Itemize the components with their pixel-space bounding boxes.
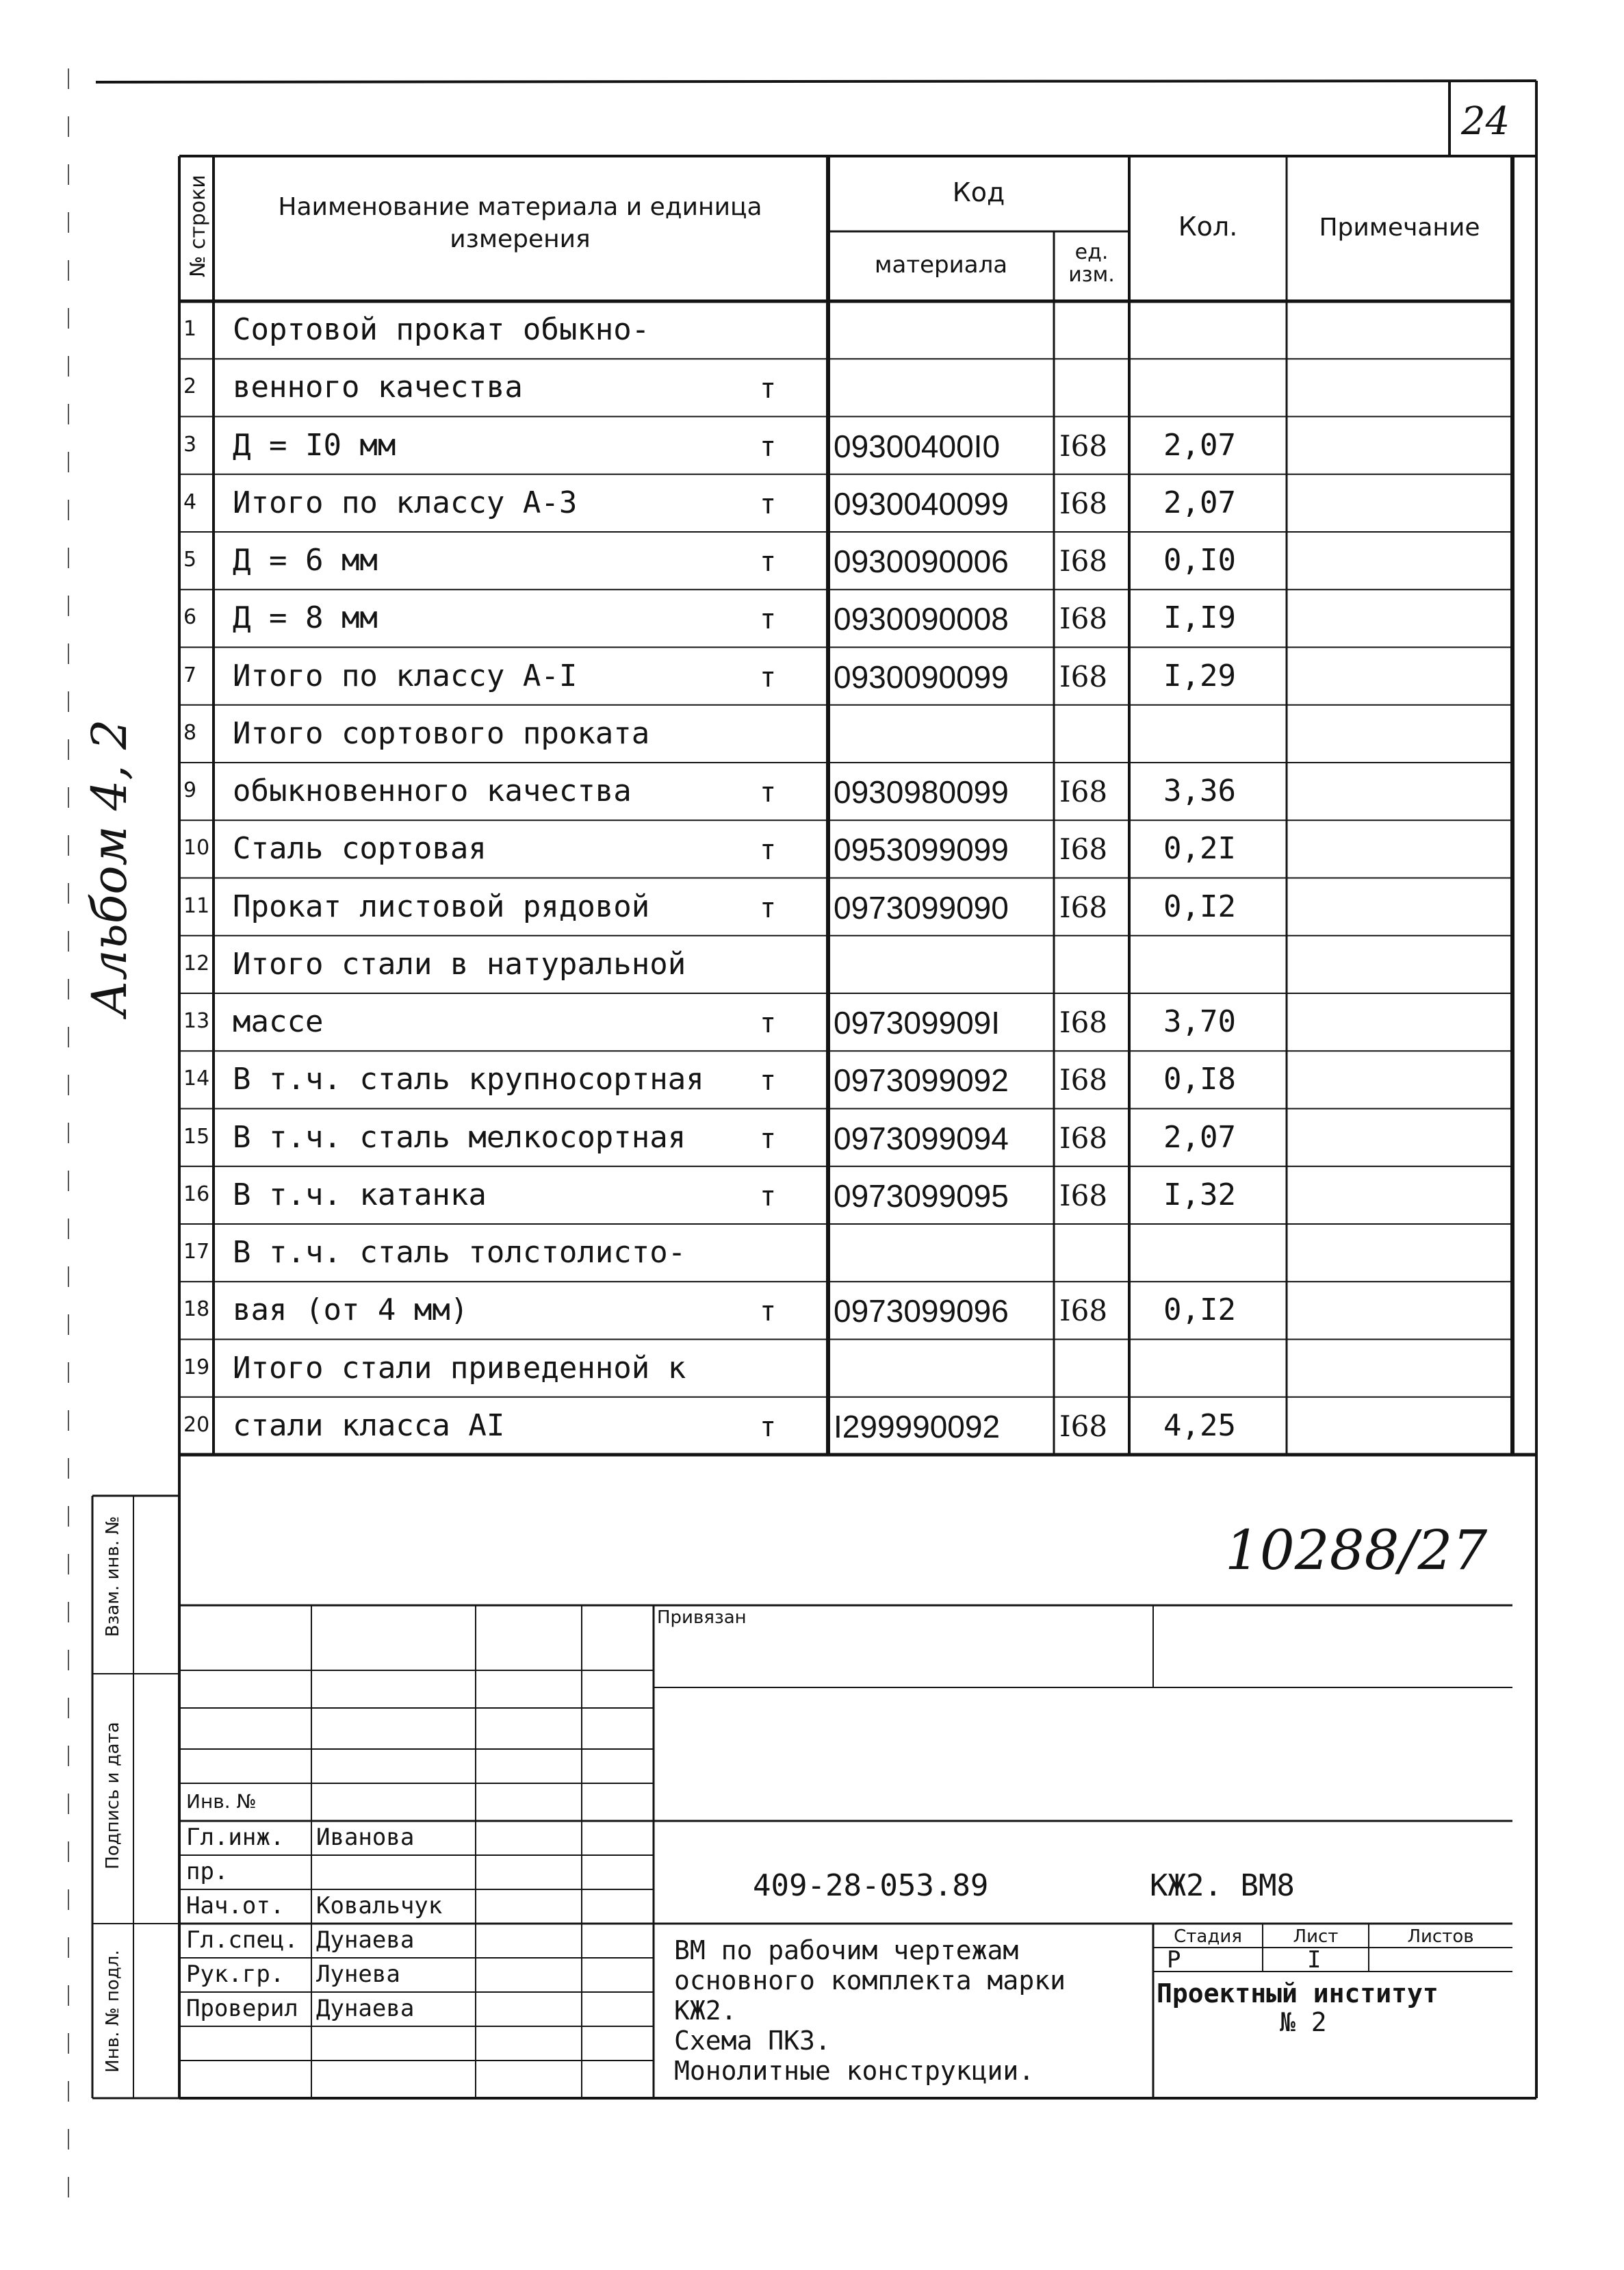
unit-cell: т: [760, 777, 777, 808]
material-code-cell: 0953099099: [834, 832, 1009, 868]
row-number-cell: 9: [183, 778, 197, 802]
stage-label: Стадия: [1174, 1926, 1242, 1947]
quantity-cell: 3,36: [1163, 774, 1236, 808]
signature-role: Рук.гр.: [186, 1961, 285, 1988]
unit-cell: т: [760, 546, 777, 578]
row-number-cell: 19: [183, 1355, 210, 1379]
signature-role: Проверил: [186, 1995, 298, 2022]
material-code-cell: 0930090006: [834, 544, 1009, 579]
material-name-cell: Итого по классу А-I: [233, 658, 578, 693]
unit-code-cell: I68: [1059, 544, 1108, 578]
signature-name: Ковальчук: [316, 1892, 443, 1920]
row-number-cell: 4: [183, 489, 197, 514]
side-label-podpis: Подпись и дата: [103, 1722, 123, 1870]
inv-no-label: Инв. №: [186, 1790, 257, 1813]
unit-code-cell: I68: [1059, 775, 1108, 808]
material-name-cell: венного качества: [233, 370, 523, 405]
table-row: [0, 993, 1624, 1051]
header-code-unit: ед. изм.: [1068, 240, 1115, 287]
quantity-cell: 3,70: [1163, 1004, 1236, 1039]
row-number-cell: 8: [183, 720, 197, 745]
unit-cell: т: [760, 1008, 777, 1039]
quantity-cell: 0,I8: [1163, 1062, 1236, 1097]
unit-cell: т: [760, 834, 777, 867]
signature-name: Дунаева: [316, 1926, 415, 1954]
material-name-cell: Сортовой прокат обыкно-: [233, 312, 650, 347]
quantity-cell: I,29: [1163, 658, 1236, 693]
material-name-cell: Д = 6 мм: [233, 543, 378, 578]
quantity-cell: 2,07: [1163, 485, 1236, 520]
signature-role: Гл.спец.: [186, 1926, 298, 1954]
row-number-cell: 14: [183, 1067, 210, 1091]
header-note: Примечание: [1319, 214, 1480, 242]
sheets-label: Листов: [1407, 1926, 1474, 1947]
handwritten-number: 10288/27: [1225, 1518, 1488, 1582]
material-code-cell: 0930040099: [834, 485, 1009, 522]
material-name-cell: Итого стали в натуральной: [233, 946, 686, 982]
org-line2: № 2: [1280, 2007, 1327, 2037]
description-line: основного комплекта марки: [674, 1965, 1066, 1995]
page-number: 24: [1461, 99, 1510, 144]
unit-code-cell: I68: [1059, 832, 1108, 867]
signature-role: Нач.от.: [186, 1892, 285, 1920]
material-name-cell: обыкновенного качества: [233, 774, 632, 808]
material-name-cell: Прокат листовой рядовой: [233, 889, 650, 924]
table-row: [0, 763, 1624, 820]
unit-code-cell: I68: [1059, 1409, 1108, 1443]
description-line: КЖ2.: [674, 1995, 737, 2026]
header-code-material: материала: [874, 251, 1008, 279]
table-row: [0, 648, 1624, 705]
material-code-cell: 0930090008: [834, 601, 1009, 637]
table-row: [0, 1340, 1624, 1397]
quantity-cell: 2,07: [1163, 1119, 1236, 1155]
quantity-cell: 4,25: [1163, 1407, 1236, 1443]
header-row-no: № строки: [186, 175, 210, 277]
row-number-cell: 7: [183, 663, 197, 687]
quantity-cell: 0,2I: [1163, 831, 1236, 867]
material-code-cell: 0973099095: [834, 1177, 1009, 1214]
material-code-cell: I299990092: [834, 1408, 1001, 1444]
row-number-cell: 13: [183, 1009, 210, 1033]
table-row: [0, 532, 1624, 589]
quantity-cell: 0,I0: [1163, 543, 1236, 578]
designation: 409-28-053.89: [753, 1868, 989, 1903]
signature-role: Гл.инж.: [186, 1824, 285, 1851]
table-row: [0, 1224, 1624, 1281]
table-row: [0, 359, 1624, 416]
mark: КЖ2. ВМ8: [1150, 1868, 1295, 1903]
material-code-cell: 097309909I: [834, 1005, 1001, 1041]
unit-code-cell: I68: [1059, 429, 1108, 463]
material-name-cell: Д = 8 мм: [233, 600, 378, 636]
row-number-cell: 1: [183, 317, 197, 341]
quantity-cell: 2,07: [1163, 427, 1236, 463]
header-name: Наименование материала и единица измерения: [278, 193, 762, 253]
material-name-cell: В т.ч. сталь крупносортная: [233, 1062, 704, 1097]
signature-name: Дунаева: [316, 1995, 415, 2022]
row-number-cell: 16: [183, 1182, 210, 1206]
header-qty: Кол.: [1178, 212, 1238, 242]
table-row: [0, 936, 1624, 993]
quantity-cell: I,I9: [1163, 600, 1236, 636]
material-code-cell: 09300400I0: [834, 428, 1001, 464]
quantity-cell: 0,I2: [1163, 889, 1236, 924]
row-number-cell: 20: [183, 1412, 210, 1437]
album-note: Альбом 4, 2: [81, 719, 138, 1017]
unit-cell: т: [760, 373, 777, 405]
material-name-cell: массе: [233, 1004, 324, 1039]
row-number-cell: 17: [183, 1240, 210, 1264]
unit-code-cell: I68: [1059, 1006, 1108, 1039]
material-name-cell: Итого по классу А-3: [233, 485, 578, 520]
description-line: ВМ по рабочим чертежам: [674, 1935, 1019, 1965]
material-name-cell: Д = I0 мм: [233, 427, 396, 463]
unit-code-cell: I68: [1059, 602, 1108, 636]
org-line1: Проектный институт: [1157, 1978, 1439, 2008]
material-code-cell: 0930090099: [834, 659, 1009, 695]
unit-cell: т: [760, 661, 777, 693]
table-row: [0, 474, 1624, 532]
material-code-cell: 0973099092: [834, 1062, 1009, 1099]
sheet-label: Лист: [1293, 1926, 1339, 1947]
row-number-cell: 5: [183, 548, 197, 572]
unit-code-cell: I68: [1059, 1121, 1108, 1155]
signature-name: Лунева: [316, 1961, 400, 1988]
unit-cell: т: [760, 488, 777, 520]
description-line: Монолитные конструкции.: [674, 2056, 1035, 2086]
material-name-cell: В т.ч. сталь мелкосортная: [233, 1119, 686, 1155]
row-number-cell: 15: [183, 1124, 210, 1149]
row-number-cell: 3: [183, 432, 197, 457]
unit-cell: т: [760, 1411, 777, 1443]
stage-value: Р: [1167, 1946, 1181, 1974]
row-number-cell: 11: [183, 893, 210, 918]
material-name-cell: В т.ч. катанка: [233, 1177, 487, 1212]
row-number-cell: 12: [183, 951, 210, 975]
material-name-cell: вая (от 4 мм): [233, 1292, 469, 1328]
material-code-cell: 0930980099: [834, 774, 1009, 810]
table-row: [0, 705, 1624, 763]
unit-cell: т: [760, 1123, 777, 1155]
row-number-cell: 18: [183, 1297, 210, 1322]
table-row: [0, 301, 1624, 359]
signature-role: пр.: [186, 1858, 229, 1885]
unit-cell: т: [760, 1180, 777, 1212]
material-code-cell: 0973099094: [834, 1120, 1009, 1156]
side-label-vzam: Взам. инв. №: [103, 1516, 123, 1637]
sheet-value: I: [1307, 1946, 1322, 1974]
material-code-cell: 0973099096: [834, 1293, 1009, 1329]
signature-name: Иванова: [316, 1824, 415, 1851]
unit-code-cell: I68: [1059, 1063, 1108, 1097]
table-row: [0, 417, 1624, 474]
description-line: Схема ПКЗ.: [674, 2026, 831, 2056]
table-row: [0, 1397, 1624, 1455]
material-code-cell: 0973099090: [834, 889, 1009, 926]
material-name-cell: Итого сортового проката: [233, 715, 650, 751]
header-code: Код: [952, 177, 1005, 207]
material-name-cell: Итого стали приведенной к: [233, 1350, 686, 1386]
row-number-cell: 10: [183, 836, 210, 860]
table-row: [0, 1051, 1624, 1108]
unit-code-cell: I68: [1059, 890, 1108, 924]
unit-code-cell: I68: [1059, 1294, 1108, 1328]
material-name-cell: Сталь сортовая: [233, 831, 487, 867]
row-number-cell: 6: [183, 605, 197, 630]
unit-code-cell: I68: [1059, 1178, 1108, 1212]
table-row: [0, 589, 1624, 647]
unit-cell: т: [760, 431, 777, 463]
unit-code-cell: I68: [1059, 486, 1108, 520]
row-number-cell: 2: [183, 374, 197, 399]
table-row: [0, 1109, 1624, 1166]
table-row: [0, 878, 1624, 936]
quantity-cell: I,32: [1163, 1177, 1236, 1212]
unit-cell: т: [760, 604, 777, 636]
unit-cell: т: [760, 1296, 777, 1328]
table-row: [0, 820, 1624, 878]
quantity-cell: 0,I2: [1163, 1292, 1236, 1328]
unit-cell: т: [760, 892, 777, 924]
table-row: [0, 1281, 1624, 1339]
side-label-inv: Инв. № подл.: [103, 1950, 123, 2073]
unit-cell: т: [760, 1065, 777, 1097]
table-row: [0, 1166, 1624, 1224]
material-name-cell: стали класса АI: [233, 1407, 505, 1443]
unit-code-cell: I68: [1059, 659, 1108, 693]
privyazan-label: Привязан: [657, 1607, 747, 1628]
material-name-cell: В т.ч. сталь толстолисто-: [233, 1235, 686, 1270]
